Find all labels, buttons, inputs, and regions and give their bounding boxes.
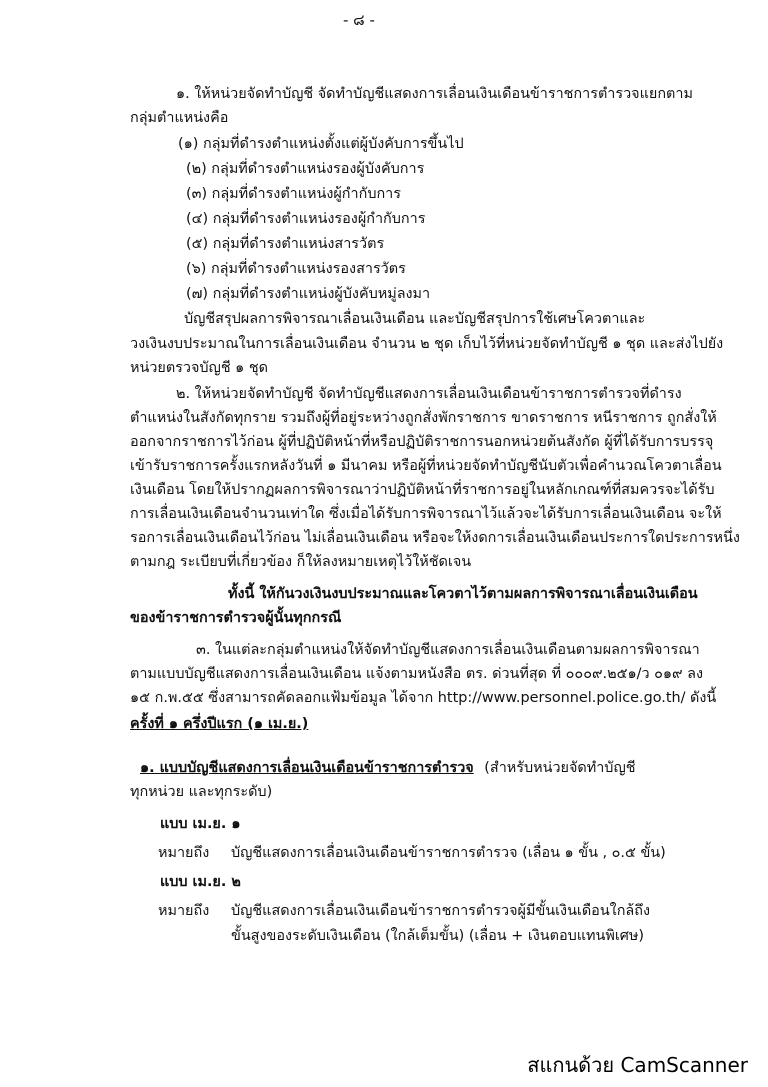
section2-line: รอการเลื่อนเงินเดือนไว้ก่อน ไม่เลื่อนเงินเดือน หรือจะให้งดการเลื่อนเงินเดือนประการใดประการหนึ่ง [130,530,740,546]
form-label: หมายถึง [158,903,210,919]
section3-line: ตามแบบบัญชีแสดงการเลื่อนเงินเดือน แจ้งตามหนังสือ ตร. ด่วนที่สุด ที่ ๐๐๐๙.๒๕๑/ว ๐๑๙ ลง [130,666,703,682]
section2-line: ๒. ให้หน่วยจัดทำบัญชี จัดทำบัญชีแสดงการเลื่อนเงินเดือนข้าราชการตำรวจที่ดำรง [176,386,682,402]
group-item: (๕) กลุ่มที่ดำรงตำแหน่งสารวัตร [186,236,385,252]
group-item: (๔) กลุ่มที่ดำรงตำแหน่งรองผู้กำกับการ [186,211,426,227]
form-code: แบบ เม.ย. ๒ [160,874,241,890]
summary-line: หน่วยตรวจบัญชี ๑ ชุด [130,360,268,376]
section1-intro-line2: กลุ่มตำแหน่งคือ [130,110,229,126]
group-item: (๒) กลุ่มที่ดำรงตำแหน่งรองผู้บังคับการ [186,161,425,177]
form-code: แบบ เม.ย. ๑ [160,816,241,832]
section2-line: การเลื่อนเงินเดือนจำนวนเท่าใด ซึ่งเมื่อได้รับการพิจารณาไว้แล้วจะได้รับการเลื่อนเงินเดือน จะให้ [130,506,722,522]
section3-line: ๓. ในแต่ละกลุ่มตำแหน่งให้จัดทำบัญชีแสดงการเลื่อนเงินเดือนตามผลการพิจารณา [196,642,700,658]
group-item: (๖) กลุ่มที่ดำรงตำแหน่งรองสารวัตร [186,261,406,277]
section2-line: เข้ารับราชการครั้งแรกหลังวันที่ ๑ มีนาคม หรือผู้ที่หน่วยจัดทำบัญชีนับตัวเพื่อคำนวณโควตาเลื่อน [130,458,722,474]
forms-heading: ๑. แบบบัญชีแสดงการเลื่อนเงินเดือนข้าราชการตำรวจ [140,760,474,776]
summary-line: บัญชีสรุปผลการพิจารณาเลื่อนเงินเดือน และบัญชีสรุปการใช้เศษโควตาและ [184,311,646,327]
section2-bold-line: ของข้าราชการตำรวจผู้นั้นทุกกรณี [130,610,342,626]
scanner-watermark: สแกนด้วย CamScanner [527,1053,748,1077]
group-item: (๗) กลุ่มที่ดำรงตำแหน่งผู้บังคับหมู่ลงมา [186,286,431,302]
section2-line: ตำแหน่งในสังกัดทุกราย รวมถึงผู้ที่อยู่ระหว่างถูกสั่งพักราชการ ขาดราชการ หนีราชการ ถูกสั่งให้ [130,410,717,426]
form-description: ขั้นสูงของระดับเงินเดือน (ใกล้เต็มขั้น) (เลื่อน + เงินตอบแทนพิเศษ) [231,928,644,944]
forms-heading-row [140,758,635,778]
section2-line: ตามกฎ ระเบียบที่เกี่ยวข้อง ก็ให้ลงหมายเหตุไว้ให้ชัดเจน [130,554,472,570]
summary-line: วงเงินงบประมาณในการเลื่อนเงินเดือน จำนวน ๒ ชุด เก็บไว้ที่หน่วยจัดทำบัญชี ๑ ชุด และส่งไปยัง [130,336,724,352]
forms-heading-note-line2: ทุกหน่วย และทุกระดับ) [130,784,273,800]
round-heading: ครั้งที่ ๑ ครึ่งปีแรก (๑ เม.ย.) [130,716,309,732]
page-number: - ๘ - [343,11,375,29]
section2-bold-line: ทั้งนี้ ให้กันวงเงินงบประมาณและโควตาไว้ตามผลการพิจารณาเลื่อนเงินเดือน [228,586,698,602]
group-item: (๑) กลุ่มที่ดำรงตำแหน่งตั้งแต่ผู้บังคับการขึ้นไป [178,136,464,152]
section2-line: ออกจากราชการไว้ก่อน ผู้ที่ปฏิบัติหน้าที่หรือปฏิบัติราชการนอกหน่วยต้นสังกัด ผู้ที่ได้รับการบรรจุ [130,434,714,450]
section2-line: เงินเดือน โดยให้ปรากฏผลการพิจารณาว่าปฏิบัติหน้าที่ราชการอยู่ในหลักเกณฑ์ที่สมควรจะได้รับ [130,482,715,498]
form-label: หมายถึง [158,845,210,861]
section3-line: ๑๕ ก.พ.๕๕ ซึ่งสามารถคัดลอกแฟ้มข้อมูล ได้จาก http://www.personnel.police.go.th/ ดังนี้ [130,690,717,706]
group-item: (๓) กลุ่มที่ดำรงตำแหน่งผู้กำกับการ [186,186,401,202]
form-description: บัญชีแสดงการเลื่อนเงินเดือนข้าราชการตำรวจผู้มีขั้นเงินเดือนใกล้ถึง [231,903,650,919]
forms-heading-note: (สำหรับหน่วยจัดทำบัญชี [484,760,636,776]
section1-intro-line1: ๑. ให้หน่วยจัดทำบัญชี จัดทำบัญชีแสดงการเลื่อนเงินเดือนข้าราชการตำรวจแยกตาม [176,86,693,102]
form-description: บัญชีแสดงการเลื่อนเงินเดือนข้าราชการตำรวจ (เลื่อน ๑ ขั้น , ๐.๕ ขั้น) [231,845,666,861]
